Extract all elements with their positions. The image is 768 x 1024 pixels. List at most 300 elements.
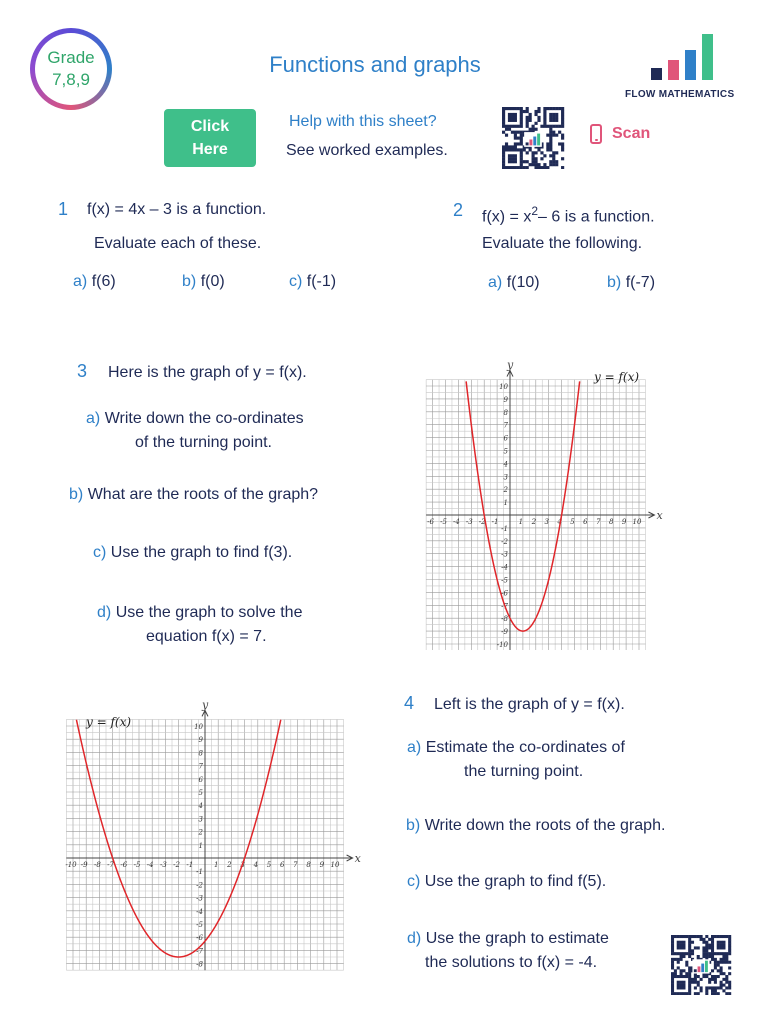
qr-module	[708, 978, 711, 981]
qr-module	[517, 125, 520, 128]
qr-module	[561, 142, 564, 145]
qr-module	[511, 160, 514, 163]
qr-module	[546, 142, 549, 145]
qr-module	[671, 961, 674, 964]
qr-module	[711, 935, 714, 938]
y-tick-label: -5	[196, 921, 203, 929]
qr-module	[514, 160, 517, 163]
qr-module	[526, 119, 529, 122]
y-axis-label: y	[507, 358, 514, 372]
qr-module	[549, 113, 552, 116]
qr-module	[682, 986, 685, 989]
qr-module	[720, 935, 723, 938]
qr-module	[671, 935, 674, 938]
qr-module	[546, 134, 549, 137]
q3-part-d-line2: equation f(x) = 7.	[146, 628, 267, 645]
qr-module	[674, 992, 677, 995]
qr-module	[520, 113, 523, 116]
qr-module	[697, 984, 700, 987]
qr-module	[549, 142, 552, 145]
qr-module	[517, 148, 520, 151]
qr-module	[532, 157, 535, 160]
y-tick-label: -2	[196, 881, 203, 890]
x-tick-label: 9	[621, 518, 627, 526]
qr-module	[511, 107, 514, 110]
qr-module	[543, 166, 546, 169]
qr-module	[514, 113, 517, 116]
qr-module	[688, 975, 691, 978]
qr-module	[717, 969, 720, 972]
qr-module	[708, 981, 711, 984]
qr-module	[717, 941, 720, 944]
qr-logo-bar	[701, 964, 704, 973]
x-tick-label: -3	[159, 861, 167, 869]
qr-module	[674, 975, 677, 978]
qr-module	[720, 961, 723, 964]
qr-module	[671, 941, 674, 944]
qr-module	[561, 148, 564, 151]
qr-module	[502, 151, 505, 154]
q3-number: 3	[77, 361, 88, 381]
qr-module	[514, 131, 517, 134]
qr-module	[514, 157, 517, 160]
y-tick-label: 3	[503, 473, 508, 482]
qr-module	[705, 992, 708, 995]
qr-module	[552, 116, 555, 119]
qr-module	[714, 989, 717, 992]
q4-intro: Left is the graph of y = f(x).	[434, 696, 625, 713]
qr-module	[502, 110, 505, 113]
qr-module	[725, 935, 728, 938]
qr-module	[728, 941, 731, 944]
qr-module	[671, 972, 674, 975]
qr-module	[725, 975, 728, 978]
x-tick-label: 7	[293, 861, 298, 869]
qr-module	[728, 992, 731, 995]
qr-module	[520, 119, 523, 122]
x-tick-label: -6	[427, 518, 435, 526]
qr-module	[520, 110, 523, 113]
q2-instruction: Evaluate the following.	[482, 235, 643, 252]
page-title: Functions and graphs	[269, 52, 481, 77]
click-here-line1: Click	[190, 118, 230, 135]
qr-module	[697, 955, 700, 958]
qr-module	[546, 166, 549, 169]
qr-module	[725, 978, 728, 981]
qr-module	[511, 125, 514, 128]
qr-module	[561, 145, 564, 148]
qr-module	[520, 142, 523, 145]
qr-module	[552, 131, 555, 134]
qr-module	[532, 128, 535, 131]
qr-module	[526, 122, 529, 125]
qr-module	[705, 935, 708, 938]
qr-module	[555, 116, 558, 119]
qr-module	[552, 163, 555, 166]
curve-label: y = f(x)	[594, 370, 640, 384]
qr-module	[520, 137, 523, 140]
qr-module	[555, 134, 558, 137]
x-tick-label: -9	[80, 861, 88, 869]
qr-module	[702, 938, 705, 941]
qr-module	[711, 946, 714, 949]
qr-module	[540, 166, 543, 169]
qr-module	[546, 107, 549, 110]
qr-module	[529, 163, 532, 166]
q4-number: 4	[404, 693, 415, 713]
qr-module	[549, 116, 552, 119]
qr-module	[502, 107, 505, 110]
qr-module	[711, 986, 714, 989]
qr-module	[502, 119, 505, 122]
qr-module	[680, 992, 683, 995]
qr-logo-bar	[533, 137, 536, 146]
x-tick-label: 4	[557, 518, 562, 526]
qr-module	[537, 119, 540, 122]
qr-module	[717, 992, 720, 995]
qr-module	[508, 116, 511, 119]
qr-module	[558, 125, 561, 128]
qr-module	[688, 978, 691, 981]
y-tick-label: -1	[501, 524, 508, 533]
y-tick-label: 7	[198, 762, 203, 771]
qr-module	[511, 119, 514, 122]
y-tick-label: 3	[198, 815, 203, 824]
qr-module	[685, 972, 688, 975]
qr-module	[691, 941, 694, 944]
qr-module	[671, 952, 674, 955]
qr-module	[717, 961, 720, 964]
qr-module	[702, 941, 705, 944]
qr-module	[711, 975, 714, 978]
y-tick-label: -10	[496, 641, 508, 649]
qr-module	[680, 986, 683, 989]
qr-module	[671, 984, 674, 987]
x-tick-label: 10	[330, 861, 340, 869]
qr-module	[534, 128, 537, 131]
qr-module	[677, 981, 680, 984]
qr-module	[714, 975, 717, 978]
qr-module	[728, 972, 731, 975]
qr-module	[561, 110, 564, 113]
qr-module	[725, 952, 728, 955]
qr-module	[717, 935, 720, 938]
qr-module	[520, 157, 523, 160]
qr-module	[555, 113, 558, 116]
y-tick-label: 4	[503, 460, 508, 469]
qr-module	[502, 131, 505, 134]
graph-q4	[62, 702, 374, 974]
qr-module	[722, 935, 725, 938]
qr-module	[543, 125, 546, 128]
qr-module	[532, 163, 535, 166]
x-tick-label: -2	[478, 518, 486, 526]
qr-module	[708, 952, 711, 955]
qr-module	[511, 113, 514, 116]
qr-module	[714, 964, 717, 967]
qr-module	[520, 163, 523, 166]
qr-module	[728, 984, 731, 987]
qr-module	[720, 966, 723, 969]
qr-module	[708, 946, 711, 949]
qr-module	[520, 148, 523, 151]
qr-module	[549, 163, 552, 166]
qr-module	[508, 119, 511, 122]
qr-module	[549, 154, 552, 157]
qr-code-icon[interactable]	[502, 107, 568, 169]
qr-module	[552, 157, 555, 160]
qr-module	[534, 122, 537, 125]
qr-logo-bar	[698, 966, 701, 972]
curve-label: y = f(x)	[86, 715, 132, 729]
qr-module	[674, 958, 677, 961]
qr-module	[705, 949, 708, 952]
qr-module	[680, 972, 683, 975]
qr-module	[685, 975, 688, 978]
y-tick-label: -7	[501, 602, 508, 611]
y-tick-label: 5	[503, 447, 508, 456]
qr-module	[708, 944, 711, 947]
qr-module	[682, 992, 685, 995]
qr-module	[717, 952, 720, 955]
qr-module	[537, 148, 540, 151]
qr-module	[700, 978, 703, 981]
qr-module	[720, 969, 723, 972]
click-here-line2: Here	[192, 141, 228, 158]
qr-module	[508, 166, 511, 169]
x-tick-label: 3	[240, 861, 245, 869]
qr-module	[546, 125, 549, 128]
qr-module	[529, 116, 532, 119]
x-tick-label: 5	[266, 861, 272, 869]
qr-module	[514, 119, 517, 122]
qr-module	[691, 978, 694, 981]
qr-module	[711, 941, 714, 944]
qr-module	[702, 955, 705, 958]
qr-module	[722, 944, 725, 947]
qr-module	[534, 113, 537, 116]
qr-module	[508, 107, 511, 110]
qr-module	[674, 969, 677, 972]
qr-module	[680, 952, 683, 955]
scan-link[interactable]	[590, 124, 650, 144]
grade-range: 7,8,9	[52, 70, 90, 89]
qr-module	[682, 975, 685, 978]
x-tick-label: 6	[279, 861, 285, 869]
qr-module	[680, 946, 683, 949]
qr-module	[705, 986, 708, 989]
qr-module	[725, 958, 728, 961]
qr-module	[540, 157, 543, 160]
qr-module	[561, 134, 564, 137]
qr-module	[680, 975, 683, 978]
qr-module	[520, 166, 523, 169]
qr-module	[694, 981, 697, 984]
x-tick-label: 2	[531, 518, 537, 526]
qr-module	[540, 125, 543, 128]
qr-module	[555, 163, 558, 166]
qr-module	[720, 946, 723, 949]
x-tick-label: 7	[596, 518, 601, 526]
qr-module	[502, 154, 505, 157]
y-tick-label: 8	[198, 749, 203, 758]
phone-icon	[590, 124, 602, 144]
qr-module	[722, 972, 725, 975]
qr-module	[537, 116, 540, 119]
qr-module	[674, 935, 677, 938]
qr-module	[728, 949, 731, 952]
q1-part-a: a) f(6)	[73, 273, 116, 290]
q4-part-d: d) Use the graph to estimate	[407, 930, 609, 947]
scan-label: Scan	[612, 125, 651, 142]
qr-module	[526, 151, 529, 154]
x-tick-label: -4	[452, 518, 460, 526]
qr-module	[502, 148, 505, 151]
qr-module	[514, 145, 517, 148]
y-tick-label: 1	[198, 841, 203, 850]
qr-module	[711, 958, 714, 961]
qr-module	[705, 955, 708, 958]
qr-module	[520, 131, 523, 134]
qr-logo-bar	[529, 139, 532, 145]
qr-module	[694, 992, 697, 995]
qr-module	[549, 139, 552, 142]
qr-module	[508, 113, 511, 116]
qr-module	[502, 166, 505, 169]
qr-module	[543, 163, 546, 166]
graph-q3	[414, 352, 672, 650]
qr-module	[722, 958, 725, 961]
qr-module	[700, 938, 703, 941]
x-tick-label: -1	[491, 518, 499, 526]
qr-module	[514, 125, 517, 128]
qr-module	[514, 154, 517, 157]
x-tick-label: 3	[544, 518, 549, 526]
q1-part-b: b) f(0)	[182, 273, 225, 290]
qr-module	[705, 946, 708, 949]
qr-module	[711, 944, 714, 947]
y-tick-label: -3	[196, 894, 203, 903]
qr-module	[680, 955, 683, 958]
qr-module	[561, 107, 564, 110]
x-axis-label: x	[354, 852, 361, 865]
qr-module	[677, 986, 680, 989]
qr-module	[508, 148, 511, 151]
qr-module	[671, 986, 674, 989]
y-tick-label: 10	[499, 383, 508, 391]
qr-module	[558, 131, 561, 134]
qr-module	[532, 160, 535, 163]
qr-module	[685, 964, 688, 967]
qr-module	[552, 160, 555, 163]
qr-module	[561, 157, 564, 160]
qr-module	[688, 952, 691, 955]
qr-module	[720, 984, 723, 987]
qr-module	[680, 969, 683, 972]
qr-module	[711, 989, 714, 992]
qr-module	[685, 992, 688, 995]
q3-part-d: d) Use the graph to solve the	[97, 604, 303, 621]
qr-module	[728, 966, 731, 969]
qr-module	[671, 949, 674, 952]
qr-module	[680, 935, 683, 938]
qr-module	[728, 946, 731, 949]
qr-module	[691, 935, 694, 938]
qr-module	[705, 952, 708, 955]
qr-module	[720, 941, 723, 944]
qr-module	[711, 952, 714, 955]
qr-module	[711, 969, 714, 972]
qr-module	[502, 160, 505, 163]
q3-intro: Here is the graph of y = f(x).	[108, 364, 307, 381]
qr-module	[502, 145, 505, 148]
qr-code-icon[interactable]	[671, 935, 733, 995]
qr-module	[722, 984, 725, 987]
qr-module	[728, 981, 731, 984]
qr-module	[720, 952, 723, 955]
qr-module	[714, 958, 717, 961]
qr-module	[711, 992, 714, 995]
qr-module	[561, 116, 564, 119]
qr-module	[561, 125, 564, 128]
y-tick-label: -4	[196, 907, 203, 916]
qr-module	[728, 952, 731, 955]
qr-module	[529, 119, 532, 122]
q2-number: 2	[453, 200, 464, 220]
qr-module	[720, 958, 723, 961]
click-here-button[interactable]	[164, 109, 256, 167]
q3-part-b: b) What are the roots of the graph?	[69, 486, 319, 503]
qr-module	[714, 952, 717, 955]
x-tick-label: -1	[186, 861, 194, 869]
qr-module	[702, 952, 705, 955]
y-tick-label: 6	[503, 434, 508, 443]
qr-module	[674, 972, 677, 975]
qr-module	[725, 992, 728, 995]
y-tick-label: -2	[501, 537, 508, 546]
qr-module	[549, 131, 552, 134]
qr-module	[682, 946, 685, 949]
qr-module	[677, 946, 680, 949]
qr-module	[714, 992, 717, 995]
qr-module	[514, 137, 517, 140]
qr-module	[717, 986, 720, 989]
qr-module	[680, 941, 683, 944]
y-tick-label: -5	[501, 576, 508, 585]
qr-module	[711, 955, 714, 958]
qr-module	[688, 955, 691, 958]
qr-module	[682, 984, 685, 987]
brand-name: FLOW MATHEMATICS	[625, 89, 735, 100]
qr-module	[534, 166, 537, 169]
qr-module	[552, 113, 555, 116]
qr-module	[549, 160, 552, 163]
qr-module	[714, 966, 717, 969]
qr-logo-bar	[694, 969, 697, 972]
qr-module	[537, 107, 540, 110]
qr-module	[688, 989, 691, 992]
qr-module	[543, 116, 546, 119]
qr-module	[532, 154, 535, 157]
qr-module	[677, 941, 680, 944]
y-tick-label: -7	[196, 947, 203, 956]
qr-module	[546, 145, 549, 148]
qr-module	[520, 125, 523, 128]
qr-module	[682, 969, 685, 972]
qr-module	[711, 978, 714, 981]
qr-module	[543, 110, 546, 113]
y-tick-label: -3	[501, 550, 508, 559]
